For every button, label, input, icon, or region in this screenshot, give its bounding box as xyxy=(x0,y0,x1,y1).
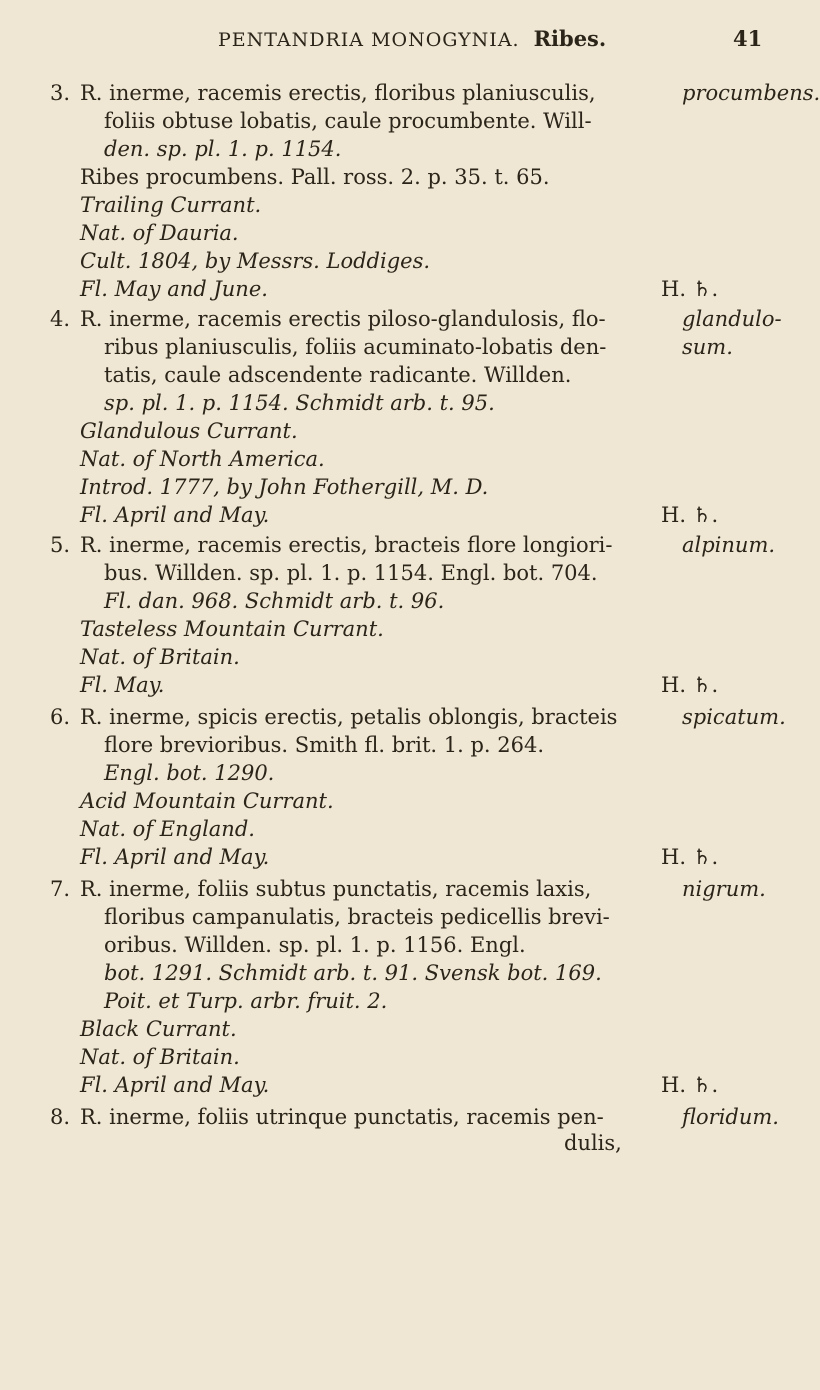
entry-line: tatis, caule adscendente radicante. Willden. xyxy=(104,363,572,387)
habit-mark: H. ♄. xyxy=(661,503,719,527)
entry-line: Nat. of Britain. xyxy=(80,645,240,669)
entry-line: Cult. 1804, by Messrs. Loddiges. xyxy=(80,249,431,273)
entry-line: bot. 1291. Schmidt arb. t. 91. Svensk bot. 169. xyxy=(104,961,602,985)
species-name-part: glandulo- xyxy=(682,307,782,331)
species-name: alpinum. xyxy=(682,533,776,557)
entry-line: Fl. dan. 968. Schmidt arb. t. 96. xyxy=(104,589,445,613)
entry-line: Ribes procumbens. Pall. ross. 2. p. 35. t. 65. xyxy=(80,165,550,189)
entry-line: R. inerme, spicis erectis, petalis oblongis, bracteis xyxy=(80,705,618,729)
entry-number: 3. xyxy=(50,81,71,105)
entry-line: sp. pl. 1. p. 1154. Schmidt arb. t. 95. xyxy=(104,391,495,415)
entry-line: Fl. April and May. xyxy=(80,845,270,869)
entry-line: Nat. of Britain. xyxy=(80,1045,240,1069)
entry-line: Introd. 1777, by John Fothergill, M. D. xyxy=(80,475,489,499)
entry-line: Tasteless Mountain Currant. xyxy=(80,617,384,641)
entry-line: bus. Willden. sp. pl. 1. p. 1154. Engl. bot. 704. xyxy=(104,561,598,585)
entry-line: floribus campanulatis, bracteis pedicellis brevi- xyxy=(104,905,610,929)
entry-line: Poit. et Turp. arbr. fruit. 2. xyxy=(104,989,388,1013)
entry-line: den. sp. pl. 1. p. 1154. xyxy=(104,137,342,161)
entry-number: 7. xyxy=(50,877,71,901)
entry-line: R. inerme, foliis subtus punctatis, racemis laxis, xyxy=(80,877,592,901)
species-name-part: sum. xyxy=(682,335,733,359)
header-title: PENTANDRIA MONOGYNIA. Ribes. xyxy=(218,26,607,51)
habit-mark: H. ♄. xyxy=(661,673,719,697)
entry-line: Fl. April and May. xyxy=(80,503,270,527)
habit-mark: H. ♄. xyxy=(661,277,719,301)
entry-line: Glandulous Currant. xyxy=(80,419,298,443)
species-name: floridum. xyxy=(682,1105,779,1129)
entry-number: 5. xyxy=(50,533,71,557)
entry-number: 8. xyxy=(50,1105,71,1129)
entry-line: oribus. Willden. sp. pl. 1. p. 1156. Engl. xyxy=(104,933,526,957)
entry-line: Black Currant. xyxy=(80,1017,237,1041)
entry-line: Trailing Currant. xyxy=(80,193,262,217)
entry-line: Nat. of Dauria. xyxy=(80,221,239,245)
entry-line: R. inerme, racemis erectis, bracteis flore longiori- xyxy=(80,533,613,557)
entry-line: R. inerme, racemis erectis piloso-glandulosis, flo- xyxy=(80,307,606,331)
entry-line: Fl. May. xyxy=(80,673,165,697)
entry-number: 4. xyxy=(50,307,71,331)
habit-mark: H. ♄. xyxy=(661,845,719,869)
entry-line: Acid Mountain Currant. xyxy=(80,789,334,813)
entry-line: Nat. of England. xyxy=(80,817,255,841)
header-genus: Ribes. xyxy=(533,26,607,51)
species-name: nigrum. xyxy=(682,877,766,901)
entry-line: R. inerme, racemis erectis, floribus planiusculis, xyxy=(80,81,596,105)
running-header xyxy=(0,26,800,66)
entry-line: dulis, xyxy=(564,1131,622,1155)
entry-line: foliis obtuse lobatis, caule procumbente. Will- xyxy=(104,109,592,133)
page-number: 41 xyxy=(733,26,763,51)
entry-line: Engl. bot. 1290. xyxy=(104,761,275,785)
entry-line: Fl. April and May. xyxy=(80,1073,270,1097)
entry-line: R. inerme, foliis utrinque punctatis, racemis pen- xyxy=(80,1105,604,1129)
habit-mark: H. ♄. xyxy=(661,1073,719,1097)
entry-line: Fl. May and June. xyxy=(80,277,268,301)
species-name: spicatum. xyxy=(682,705,786,729)
entry-line: flore brevioribus. Smith fl. brit. 1. p. 264. xyxy=(104,733,545,757)
species-name: procumbens. xyxy=(682,81,820,105)
entry-line: ribus planiusculis, foliis acuminato-lobatis den- xyxy=(104,335,607,359)
entry-number: 6. xyxy=(50,705,71,729)
entry-line: Nat. of North America. xyxy=(80,447,325,471)
